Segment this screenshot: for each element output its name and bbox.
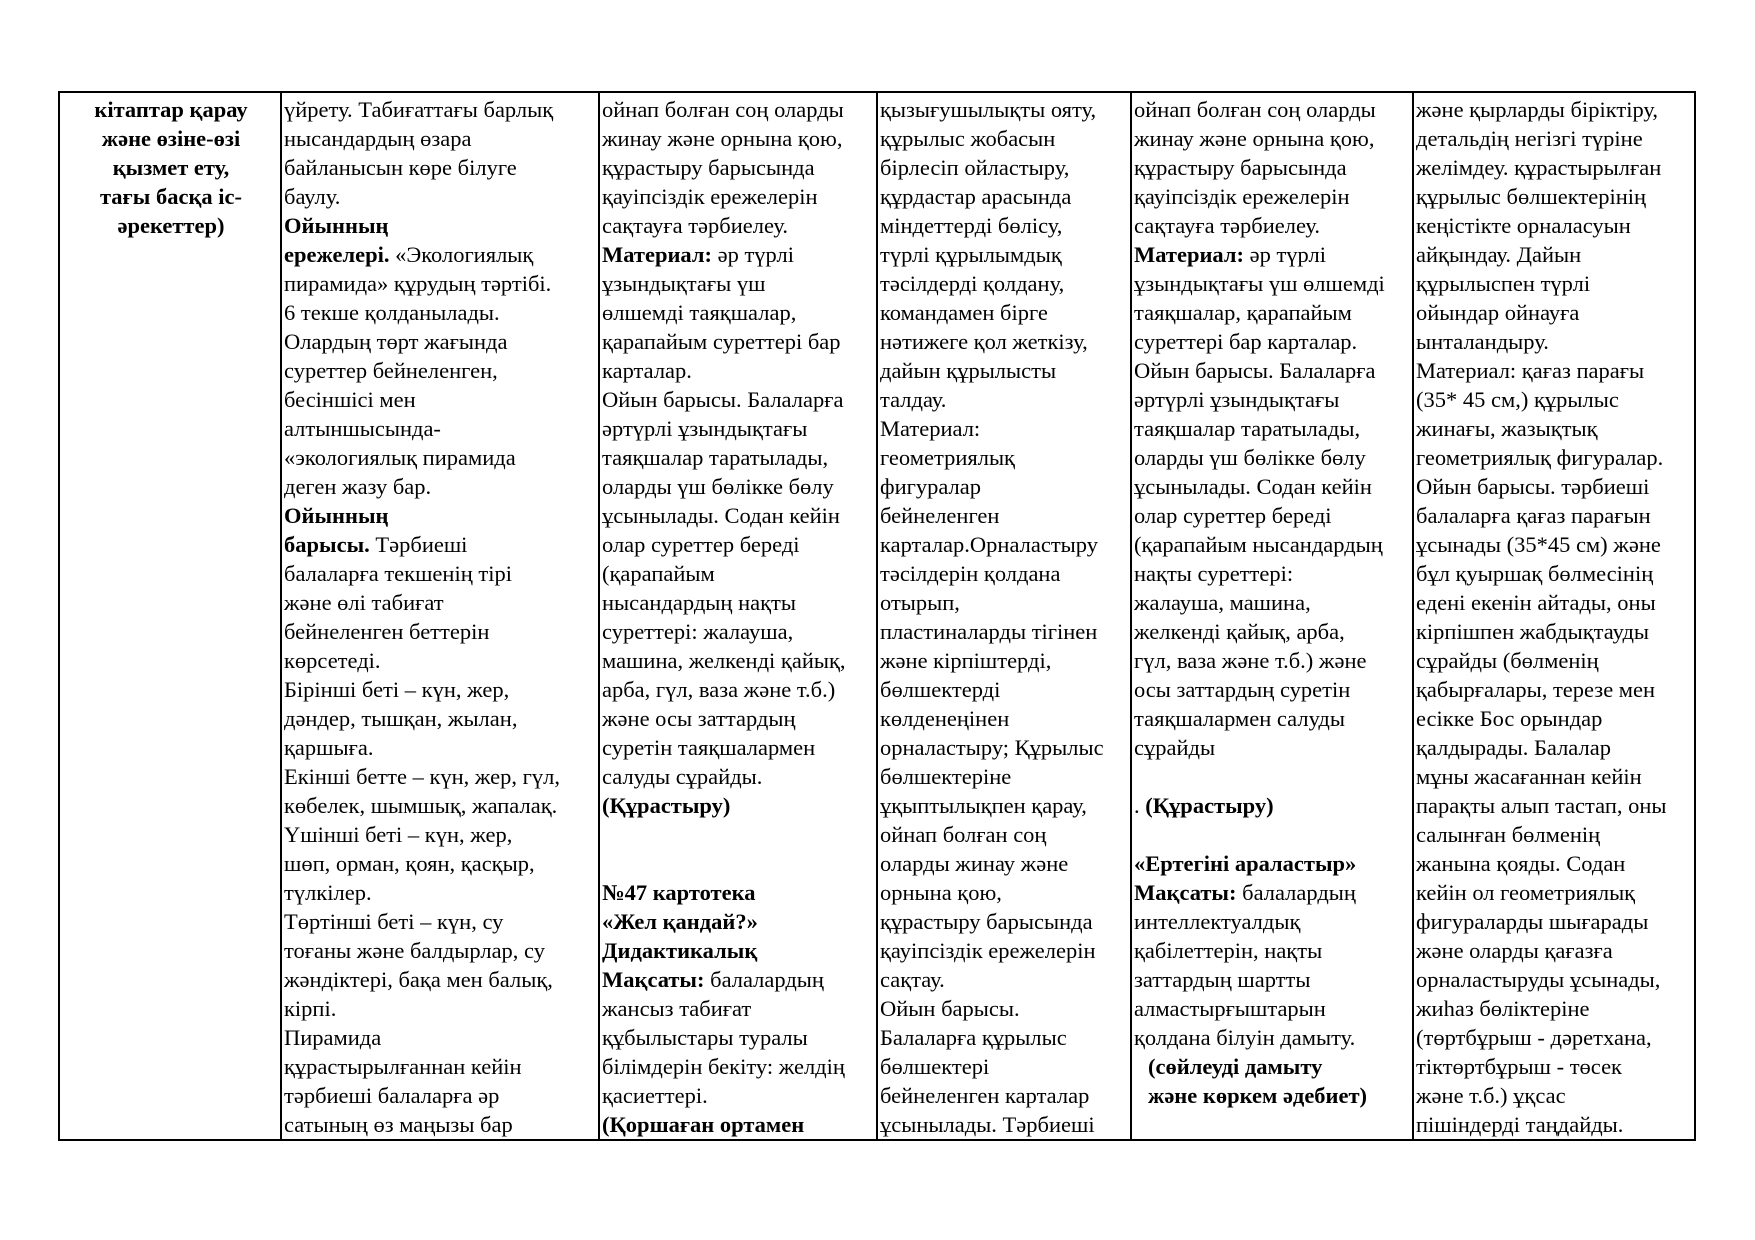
text-line: міндеттерді бөлісу, — [880, 213, 1063, 238]
text-line: ойнап болған соң — [880, 822, 1047, 847]
activity-tag: және көркем әдебиет) — [1148, 1083, 1368, 1108]
text-line: өлшемді таяқшалар, — [602, 300, 797, 325]
text-line: ынталандыру. — [1416, 329, 1549, 354]
text-line: және оларды қағазға — [1416, 938, 1613, 963]
text-line: ұқыптылықпен қарау, — [880, 793, 1087, 818]
text-line: Олардың төрт жағында — [284, 329, 508, 354]
text-line: білімдерін бекіту: желдің — [602, 1054, 845, 1079]
text-line: салуды сұрайды. — [602, 764, 763, 789]
text-line: пішіндерді таңдайды. — [1416, 1112, 1624, 1137]
text-line: Үшінші беті – күн, жер, — [284, 822, 513, 847]
progress-text: Тәрбиеші — [369, 532, 468, 557]
text-line: бесіншісі мен — [284, 387, 416, 412]
text-line: орнына қою, — [880, 880, 1002, 905]
text-line: заттардың шартты — [1134, 967, 1311, 992]
text-line: Пирамида — [284, 1025, 382, 1050]
text-line: есікке Бос орындар — [1416, 706, 1603, 731]
material-label: Материал: — [1134, 242, 1244, 267]
progress-label: барысы. — [284, 532, 370, 557]
text-line: детальдің негізгі түріне — [1416, 126, 1643, 151]
text-line: тіктөртбұрыш - төсек — [1416, 1054, 1622, 1079]
goal-text: балалардың — [704, 967, 824, 992]
text-line: тәрбиеші балаларға әр — [284, 1083, 500, 1108]
text-line: бөлшектерді — [880, 677, 1001, 702]
text-line: қолдана білуін дамыту. — [1134, 1025, 1356, 1050]
text-line: ұсынады (35*45 см) және — [1416, 532, 1661, 557]
activity-tag: (Қоршаған ортамен — [602, 1112, 805, 1137]
text-line: ойнап болған соң оларды — [602, 97, 844, 122]
text-line: және осы заттардың — [602, 706, 796, 731]
text-line: құбылыстары туралы — [602, 1025, 808, 1050]
text-line: Материал: — [880, 416, 981, 441]
text-line: ұсынылады. Тәрбиеші — [880, 1112, 1095, 1137]
text-line: үйрету. Табиғаттағы барлық — [284, 97, 554, 122]
text-line: алмастырғыштарын — [1134, 996, 1326, 1021]
text-line: сұрайды (бөлменің — [1416, 648, 1599, 673]
text-line — [602, 965, 876, 994]
text-line: құрылыс жобасын — [880, 126, 1056, 151]
text-line: талдау. — [880, 387, 947, 412]
wednesday-cell — [877, 92, 1131, 1140]
text-line: ойнап болған соң оларды — [1134, 97, 1376, 122]
text-line: мұны жасағаннан кейін — [1416, 764, 1642, 789]
text-line: дәндер, тышқан, жылан, — [284, 706, 518, 731]
material-text: әр түрлі — [711, 242, 794, 267]
text-line: кірпішпен жабдықтауды — [1416, 619, 1650, 644]
text-line: түлкілер. — [284, 880, 372, 905]
text-line: Ойын барысы. тәрбиеші — [1416, 474, 1650, 499]
text-line: және қырларды біріктіру, — [1416, 97, 1659, 122]
activity-tag: (Құрастыру) — [602, 793, 731, 818]
text-line: жинау және орнына қою, — [602, 126, 843, 151]
text-line: қасиеттері. — [602, 1083, 708, 1108]
goal-label: Мақсаты: — [1134, 880, 1237, 905]
text-line: бейнеленген беттерін — [284, 619, 490, 644]
rules-text: «Экологиялық — [389, 242, 534, 267]
text-line: жинау және орнына қою, — [1134, 126, 1375, 151]
text-line: парақты алып тастап, оны — [1416, 793, 1667, 818]
text-line: тағы басқа іс- — [99, 184, 243, 209]
text-line: командамен бірге — [880, 300, 1048, 325]
text-line: құрылыспен түрлі — [1416, 271, 1591, 296]
text-line: ұзындықтағы үш өлшемді — [1134, 271, 1385, 296]
text-line: қаршыға. — [284, 735, 374, 760]
text-line — [284, 530, 598, 559]
text-line: қызығушылықты ояту, — [880, 97, 1097, 122]
spacer — [1134, 762, 1412, 791]
text-line: Төртінші беті – күн, су — [284, 909, 504, 934]
text-line: олар суреттер береді — [1134, 503, 1332, 528]
thursday-cell — [1131, 92, 1413, 1140]
text-line: қызмет ету, — [112, 155, 230, 180]
text-line: суреттері: жалауша, — [602, 619, 794, 644]
text-line: карталар. — [602, 358, 692, 383]
text-line: арба, гүл, ваза және т.б.) — [602, 677, 836, 702]
construct-prefix: . — [1134, 793, 1146, 818]
activity-plan-table — [58, 91, 1696, 1141]
text-line: бейнеленген карталар — [880, 1083, 1090, 1108]
text-line: 6 текше қолданылады. — [284, 300, 500, 325]
text-line: Ойын барысы. Балаларға — [1134, 358, 1376, 383]
text-line: бөлшектеріне — [880, 764, 1012, 789]
text-line: пластиналарды тігінен — [880, 619, 1098, 644]
text-line: нақты суреттері: — [1134, 561, 1294, 586]
text-line: Бірінші беті – күн, жер, — [284, 677, 510, 702]
text-line — [1134, 791, 1412, 820]
text-line: дайын құрылысты — [880, 358, 1057, 383]
text-line: нысандардың өзара — [284, 126, 472, 151]
text-line: қауіпсіздік ережелерін — [602, 184, 818, 209]
text-line: орналастыру; Құрылыс — [880, 735, 1104, 760]
activity-tag: (Құрастыру) — [1145, 793, 1274, 818]
text-line: Ойын барысы. — [880, 996, 1020, 1021]
text-line: сақтау. — [880, 967, 945, 992]
text-line: түрлі құрылымдық — [880, 242, 1062, 267]
text-line: Екінші бетте – күн, жер, гүл, — [284, 764, 560, 789]
text-line: және кірпіштерді, — [880, 648, 1052, 673]
text-line: пирамида» құрудың тәртібі. — [284, 271, 552, 296]
text-line: оларды үш бөлікке бөлу — [1134, 445, 1366, 470]
text-line: (қарапайым — [602, 561, 715, 586]
text-line: орналастыруды ұсынады, — [1416, 967, 1661, 992]
text-line: құрастыру барысында — [602, 155, 815, 180]
card-number: №47 картотека — [602, 880, 756, 905]
activity-tag: (сөйлеуді дамыту — [1148, 1054, 1323, 1079]
text-line: (35* 45 см,) құрылыс — [1416, 387, 1619, 412]
text-line: ұсынылады. Содан кейін — [1134, 474, 1372, 499]
text-line: көлденеңінен — [880, 706, 1010, 731]
text-line: бірлесіп ойластыру, — [880, 155, 1070, 180]
tuesday-cell — [599, 92, 877, 1140]
text-line: оларды үш бөлікке бөлу — [602, 474, 834, 499]
goal-text: балалардың — [1236, 880, 1356, 905]
text-line: қалдырады. Балалар — [1416, 735, 1611, 760]
text-line: құрылыс бөлшектерінің — [1416, 184, 1647, 209]
text-line: ұзындықтағы үш — [602, 271, 766, 296]
text-line: бейнеленген — [880, 503, 1000, 528]
text-line: гүл, ваза және т.б.) және — [1134, 648, 1367, 673]
text-line: құрастырылғаннан кейін — [284, 1054, 522, 1079]
text-line: алтыншысында- — [284, 416, 441, 441]
text-line: таяқшалармен салуды — [1134, 706, 1345, 731]
text-line: отырып, — [880, 590, 960, 615]
text-line: жалауша, машина, — [1134, 590, 1311, 615]
text-line: жинағы, жазықтық — [1416, 416, 1598, 441]
text-line: жиһаз бөліктеріне — [1416, 996, 1590, 1021]
text-line: қабілеттерін, нақты — [1134, 938, 1323, 963]
game-title: «Жел қандай?» — [602, 909, 758, 934]
text-line: және т.б.) ұқсас — [1416, 1083, 1566, 1108]
text-line: Материал: қағаз парағы — [1416, 358, 1645, 383]
text-line: карталар.Орналастыру — [880, 532, 1098, 557]
text-line: оларды жинау және — [880, 851, 1069, 876]
text-line: (қарапайым нысандардың — [1134, 532, 1383, 557]
text-line: көрсетеді. — [284, 648, 381, 673]
game-title: «Ертегіні араластыр» — [1134, 851, 1357, 876]
text-line: құрастыру барысында — [880, 909, 1093, 934]
text-line: желімдеу. құрастырылған — [1416, 155, 1662, 180]
text-line: және өлі табиғат — [284, 590, 444, 615]
text-line: олар суреттер береді — [602, 532, 800, 557]
text-line: әртүрлі ұзындықтағы — [602, 416, 808, 441]
monday-cell — [281, 92, 599, 1140]
text-line: суреттері бар карталар. — [1134, 329, 1358, 354]
text-line: және өзіне-өзі — [101, 126, 241, 151]
text-line: балаларға қағаз парағын — [1416, 503, 1651, 528]
text-line: салынған бөлменің — [1416, 822, 1601, 847]
text-line: қарапайым суреттері бар — [602, 329, 841, 354]
text-line: едені екенін айтады, оны — [1416, 590, 1656, 615]
text-line: фигураларды шығарады — [1416, 909, 1649, 934]
table-row — [59, 92, 1695, 1140]
text-line: таяқшалар, қарапайым — [1134, 300, 1352, 325]
text-line: баулу. — [284, 184, 341, 209]
friday-cell — [1413, 92, 1695, 1140]
progress-heading: Ойынның — [284, 503, 389, 528]
material-label: Материал: — [602, 242, 712, 267]
text-line: деген жазу бар. — [284, 474, 432, 499]
text-line: сақтауға тәрбиелеу. — [1134, 213, 1321, 238]
text-line: таяқшалар таратылады, — [602, 445, 829, 470]
text-line: геометриялық фигуралар. — [1416, 445, 1664, 470]
text-line: тәсілдерді қолдану, — [880, 271, 1065, 296]
text-line: суреттер бейнеленген, — [284, 358, 498, 383]
text-line: машина, желкенді қайық, — [602, 648, 846, 673]
material-text: әр түрлі — [1243, 242, 1326, 267]
spacer — [602, 820, 876, 878]
text-line: фигуралар — [880, 474, 981, 499]
text-line: жәндіктері, бақа мен балық, — [284, 967, 553, 992]
text-line: байланысын көре білуге — [284, 155, 517, 180]
text-line: нысандардың нақты — [602, 590, 796, 615]
text-line: әртүрлі ұзындықтағы — [1134, 387, 1340, 412]
text-line: сұрайды — [1134, 735, 1216, 760]
text-line: айқындау. Дайын — [1416, 242, 1582, 267]
text-line: шөп, орман, қоян, қасқыр, — [284, 851, 535, 876]
text-line: кеңістікте орналасуын — [1416, 213, 1631, 238]
text-line: осы заттардың суретін — [1134, 677, 1351, 702]
text-line — [284, 240, 598, 269]
text-line: құрдастар арасында — [880, 184, 1072, 209]
text-line: интеллектуалдық — [1134, 909, 1301, 934]
text-line: қабырғалары, терезе мен — [1416, 677, 1656, 702]
text-line: қауіпсіздік ережелерін — [1134, 184, 1350, 209]
text-line: балаларға текшенің тірі — [284, 561, 512, 586]
text-line: Ойын барысы. Балаларға — [602, 387, 844, 412]
text-line: «экологиялық пирамида — [284, 445, 516, 470]
text-line: бөлшектері — [880, 1054, 990, 1079]
text-line: сатының өз маңызы бар — [284, 1112, 513, 1137]
activity-type-cell — [59, 92, 281, 1140]
text-line: жанына қояды. Содан — [1416, 851, 1626, 876]
spacer — [1134, 820, 1412, 849]
text-line: ойындар ойнауға — [1416, 300, 1580, 325]
rules-heading: Ойынның — [284, 213, 389, 238]
text-line: кітаптар қарау — [94, 97, 248, 122]
text-line: ұсынылады. Содан кейін — [602, 503, 840, 528]
text-line: Балаларға құрылыс — [880, 1025, 1067, 1050]
text-line: нәтижеге қол жеткізу, — [880, 329, 1088, 354]
text-line — [1134, 878, 1412, 907]
text-line — [1134, 240, 1412, 269]
text-line: сақтауға тәрбиелеу. — [602, 213, 789, 238]
text-line: қауіпсіздік ережелерін — [880, 938, 1096, 963]
text-line: желкенді қайық, арба, — [1134, 619, 1345, 644]
text-line: кірпі. — [284, 996, 337, 1021]
text-line: тоғаны және балдырлар, су — [284, 938, 546, 963]
text-line: әрекеттер) — [117, 213, 225, 238]
text-line: (төртбұрыш - дәретхана, — [1416, 1025, 1652, 1050]
text-line: құрастыру барысында — [1134, 155, 1347, 180]
text-line: жансыз табиғат — [602, 996, 752, 1021]
text-line: тәсілдерін қолдана — [880, 561, 1061, 586]
game-type: Дидактикалық — [602, 938, 758, 963]
rules-label: ережелері. — [284, 242, 390, 267]
text-line — [602, 240, 876, 269]
text-line: көбелек, шымшық, жапалақ. — [284, 793, 558, 818]
text-line: таяқшалар таратылады, — [1134, 416, 1361, 441]
text-line: бұл қуыршақ бөлмесінің — [1416, 561, 1654, 586]
text-line: суретін таяқшалармен — [602, 735, 816, 760]
text-line: геометриялық — [880, 445, 1015, 470]
text-line: кейін ол геометриялық — [1416, 880, 1636, 905]
goal-label: Мақсаты: — [602, 967, 705, 992]
